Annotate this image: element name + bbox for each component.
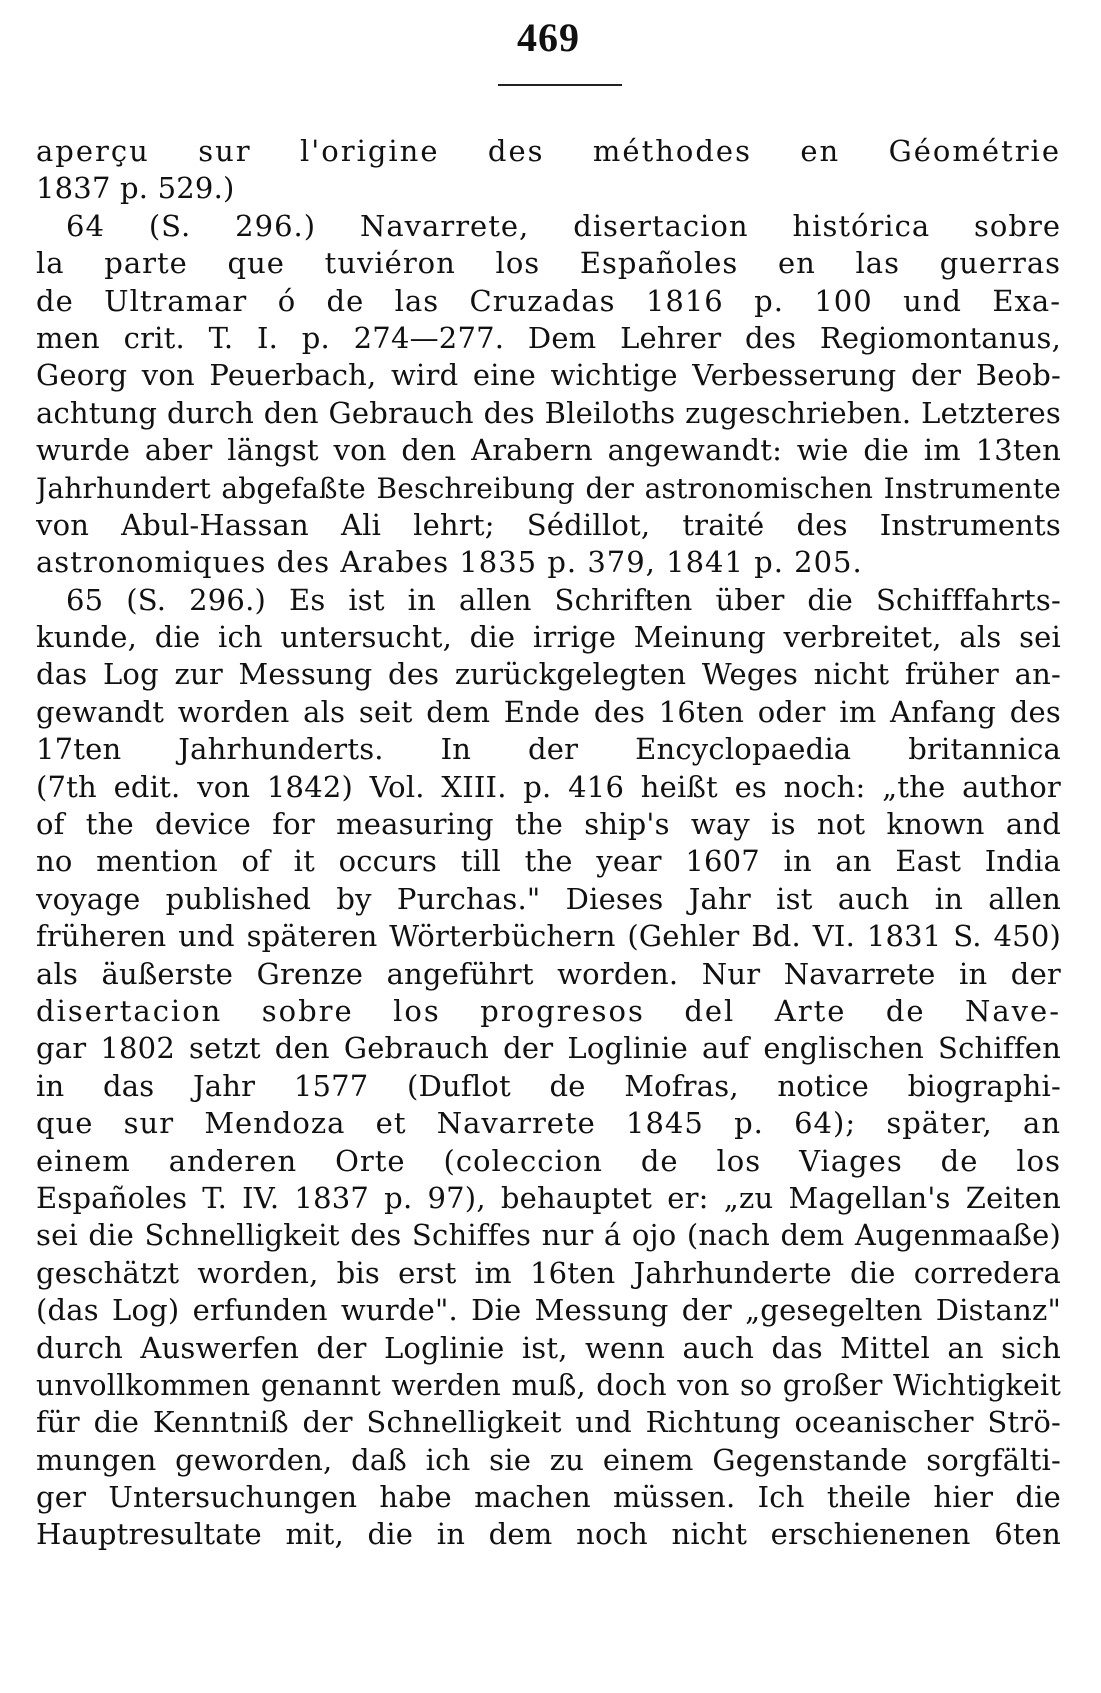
text-line: (das Log) erfunden wurde". Die Messung der „gesegelten Distanz": [36, 1293, 1061, 1328]
text-line: einem anderen Orte (coleccion de los Viages de los: [36, 1143, 1061, 1178]
text-line: geschätzt worden, bis erst im 16ten Jahrhunderte die corredera: [36, 1255, 1061, 1290]
footnote-65-start: 65 (S. 296.) Es ist in allen Schriften über die Schifffahrts-: [66, 582, 1061, 617]
text-line: que sur Mendoza et Navarrete 1845 p. 64); später, an: [36, 1106, 1061, 1141]
header-rule: [498, 84, 622, 86]
text-line: 17ten Jahrhunderts. In der Encyclopaedia britannica: [36, 732, 1061, 767]
text-line: voyage published by Purchas." Dieses Jahr ist auch in allen: [36, 881, 1061, 916]
text-line: aperçu sur l'origine des méthodes en Géométrie: [36, 134, 1061, 168]
text-line: Españoles T. IV. 1837 p. 97), behauptet er: „zu Magellan's Zeiten: [36, 1180, 1061, 1215]
text-line: de Ultramar ó de las Cruzadas 1816 p. 100 und Exa-: [36, 283, 1061, 318]
text-line: Jahrhundert abgefaßte Beschreibung der astronomischen Instrumente: [36, 471, 1061, 505]
text-line: Georg von Peuerbach, wird eine wichtige Verbesserung der Beob-: [36, 358, 1061, 393]
text-line: früheren und späteren Wörterbüchern (Gehler Bd. VI. 1831 S. 450): [36, 919, 1061, 954]
text-line: disertacion sobre los progresos del Arte de Nave-: [36, 993, 1061, 1028]
text-line: ger Untersuchungen habe machen müssen. Ich theile hier die: [36, 1480, 1061, 1515]
text-line: of the device for measuring the ship's way is not known and: [36, 807, 1061, 842]
text-line: gar 1802 setzt den Gebrauch der Loglinie auf englischen Schiffen: [36, 1031, 1061, 1066]
text-line: (7th edit. von 1842) Vol. XIII. p. 416 heißt es noch: „the author: [36, 769, 1061, 804]
text-line: 1837 p. 529.): [36, 171, 235, 206]
text-line: sei die Schnelligkeit des Schiffes nur á ojo (nach dem Augenmaaße): [36, 1218, 1061, 1253]
page-number: 469: [517, 15, 580, 60]
text-line: la parte que tuviéron los Españoles en las guerras: [36, 246, 1061, 281]
text-line: astronomiques des Arabes 1835 p. 379, 1841 p. 205.: [36, 545, 863, 580]
text-line: men crit. T. I. p. 274—277. Dem Lehrer des Regiomontanus,: [36, 320, 1061, 355]
text-line: für die Kenntniß der Schnelligkeit und Richtung oceanischer Strö-: [36, 1405, 1061, 1440]
text-line: von Abul-Hassan Ali lehrt; Sédillot, traité des Instruments: [36, 507, 1061, 542]
text-line: durch Auswerfen der Loglinie ist, wenn auch das Mittel an sich: [36, 1330, 1061, 1365]
text-line: achtung durch den Gebrauch des Bleiloths zugeschrieben. Letzteres: [36, 395, 1061, 430]
text-line: kunde, die ich untersucht, die irrige Meinung verbreitet, als sei: [36, 620, 1061, 655]
text-line: mungen geworden, daß ich sie zu einem Gegenstande sorgfälti-: [36, 1442, 1061, 1477]
text-line: Hauptresultate mit, die in dem noch nicht erschienenen 6ten: [36, 1517, 1061, 1552]
text-line: no mention of it occurs till the year 1607 in an East India: [36, 844, 1061, 879]
text-line: in das Jahr 1577 (Duflot de Mofras, notice biographi-: [36, 1068, 1061, 1103]
text-line: als äußerste Grenze angeführt worden. Nur Navarrete in der: [36, 956, 1061, 991]
body-text: [36, 133, 1061, 1554]
text-line: das Log zur Messung des zurückgelegten Weges nicht früher an-: [36, 657, 1061, 692]
book-page: [36, 0, 1061, 1693]
text-line: gewandt worden als seit dem Ende des 16ten oder im Anfang des: [36, 694, 1061, 729]
text-line: wurde aber längst von den Arabern angewandt: wie die im 13ten: [36, 433, 1061, 468]
footnote-64-start: 64 (S. 296.) Navarrete, disertacion histórica sobre: [66, 208, 1061, 243]
text-line: unvollkommen genannt werden muß, doch von so großer Wichtigkeit: [36, 1368, 1061, 1402]
